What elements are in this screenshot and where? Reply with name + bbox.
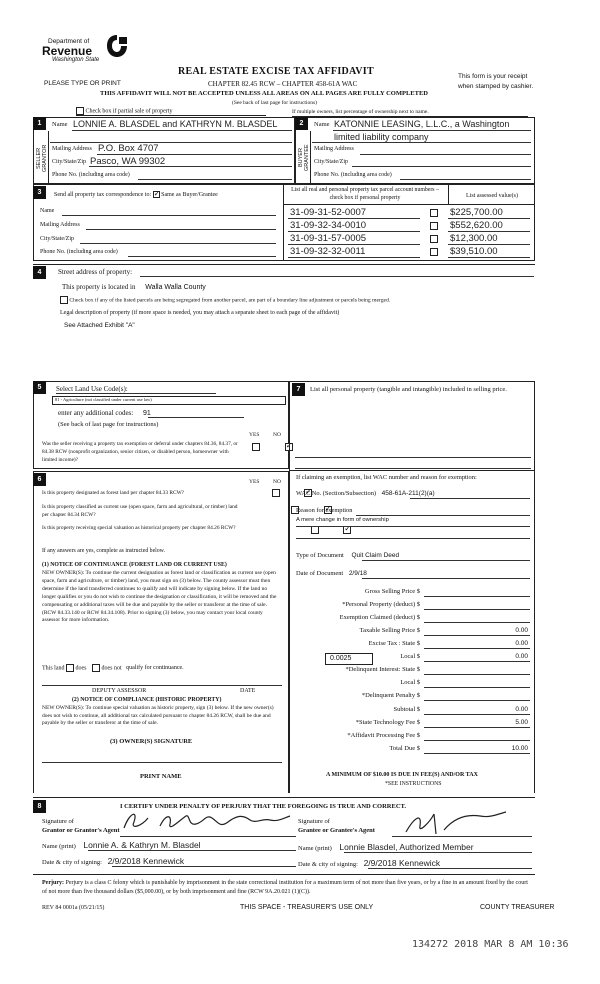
buyer-name-label: Name <box>314 121 330 128</box>
this-land-label: This land <box>42 665 65 672</box>
does-label: does <box>75 665 87 672</box>
owner-signature-label: (3) OWNER(S) SIGNATURE <box>110 738 193 745</box>
logo-line1: Department of <box>48 38 90 45</box>
calc-label: Total Due $ <box>389 745 420 752</box>
grantor-signature[interactable] <box>120 808 300 836</box>
notice-compliance-text: NEW OWNER(S): To continue special valuation as historic property, sign (3) below. If the new owner(s) does not wish to continue, all additional tax calculated pursuant to chapter 84.26 RCW, shall be due and payable by the seller or transferor at the time of sale. <box>42 705 274 726</box>
located-row <box>62 283 206 291</box>
s5-see-back: (See back of last page for instructions) <box>58 421 159 428</box>
grantee-sig-label-2: Grantee or Grantee's Agent <box>298 827 375 834</box>
parcel-header: List all real and personal property tax parcel account numbers – check box if personal property <box>291 187 439 201</box>
seller-grantor-label: SELLER GRANTOR <box>36 144 48 172</box>
s3-mailing-label: Mailing Address <box>40 222 80 228</box>
buyer-grantee-label: BUYER GRANTEE <box>298 144 310 172</box>
parcel-number[interactable]: 31-09-32-32-0011 <box>290 246 366 257</box>
perjury-label: Perjury: <box>42 880 64 886</box>
doc-type-label: Type of Document <box>296 552 344 559</box>
personal-property-checkbox[interactable] <box>430 209 438 217</box>
calc-label: Gross Selling Price $ <box>364 588 420 595</box>
see-back: (See back of last page for instructions) <box>232 100 317 106</box>
does-checkbox[interactable] <box>66 664 74 672</box>
exemption-claim-label: If claiming an exemption, list WAC number and reason for exemption: <box>296 474 477 481</box>
calc-label: *Affidavit Processing Fee $ <box>347 732 420 739</box>
doc-date-row <box>296 570 367 577</box>
segregated-label: Check box if any of the listed parcels are being segregated from another parcel, are part of a boundary line adjustment or parcels being merged. <box>69 297 391 304</box>
current-use-question: Is this property classified as current use (open space, farm and agricultural, or timber) land per chapter 84.34 RCW? <box>42 504 238 518</box>
local-rate-value[interactable]: 0.0025 <box>330 655 352 662</box>
seller-name-value[interactable]: LONNIE A. BLASDEL and KATHRYN M. BLASDEL <box>73 119 278 129</box>
assessed-value[interactable]: $12,300.00 <box>450 233 498 244</box>
exhibit-reference[interactable]: See Attached Exhibit "A" <box>64 322 135 329</box>
land-use-label: Select Land Use Code(s): <box>56 385 128 393</box>
multiple-owners-note: If multiple owners, list percentage of ownership next to name. <box>292 109 429 115</box>
calc-value[interactable]: 5.00 <box>515 719 528 726</box>
buyer-city-label: City/State/Zip <box>314 159 348 165</box>
s6-yes-header: YES <box>249 479 260 485</box>
calc-value[interactable]: 0.00 <box>515 706 528 713</box>
section-6-badge: 6 <box>33 473 46 486</box>
buyer-mailing-label: Mailing Address <box>314 146 354 152</box>
s5-yes-header: YES <box>249 432 260 438</box>
assessed-value[interactable]: $552,620.00 <box>450 220 503 231</box>
section-7-badge: 7 <box>292 383 305 396</box>
county-treasurer-label: COUNTY TREASURER <box>480 904 555 911</box>
section-1-badge: 1 <box>33 117 46 130</box>
calc-label: *Delinquent Interest: State $ <box>345 666 420 673</box>
grantor-sig-label-1: Signature of <box>42 818 74 825</box>
calc-value[interactable]: 0.00 <box>515 653 528 660</box>
grantor-name-row <box>42 840 201 850</box>
personal-property-label: List all personal property (tangible and intangible) included in selling price. <box>310 386 507 393</box>
grantor-name-value[interactable]: Lonnie A. & Kathryn M. Blasdel <box>83 840 201 850</box>
same-as-buyer-checkbox[interactable] <box>153 191 160 198</box>
s5-yes-checkbox[interactable] <box>252 443 260 451</box>
does-not-checkbox[interactable] <box>92 664 100 672</box>
recording-stamp: 134272 2018 MAR 8 AM 10:36 <box>412 939 569 950</box>
dor-logo-icon <box>106 34 128 58</box>
personal-property-checkbox[interactable] <box>430 235 438 243</box>
section-3-badge: 3 <box>33 186 46 199</box>
grantor-date-value[interactable]: 2/9/2018 Kennewick <box>107 856 185 866</box>
calc-value[interactable]: 10.00 <box>511 745 528 752</box>
located-value[interactable]: Walla Walla County <box>145 284 206 291</box>
grantee-name-row <box>298 842 474 852</box>
see-instructions-note: *SEE INSTRUCTIONS <box>385 781 442 787</box>
section-4-badge: 4 <box>33 266 46 279</box>
legal-description-label: Legal description of property (if more space is needed, you may attach a separate sheet to each page of the affidavit) <box>60 310 340 316</box>
doc-type-value[interactable]: Quit Claim Deed <box>351 552 400 559</box>
s5-no-header: NO <box>273 432 281 438</box>
calc-label: Taxable Selling Price $ <box>359 627 420 634</box>
wac-row <box>296 490 435 497</box>
grantee-name-label: Name (print) <box>298 845 332 852</box>
historical-question: Is this property receiving special valuation as historical property per chapter 84.26 RCW? <box>42 525 236 531</box>
grantor-name-label: Name (print) <box>42 843 76 850</box>
form-revision: REV 84 0001a (05/21/15) <box>42 905 105 911</box>
perjury-note <box>42 879 532 896</box>
notice-continuance-title: (1) NOTICE OF CONTINUANCE (FOREST LAND OR CURRENT USE) <box>42 562 227 568</box>
reason-label: Reason for exemption <box>296 507 353 514</box>
certify-statement: I CERTIFY UNDER PENALTY OF PERJURY THAT THE FOREGOING IS TRUE AND CORRECT. <box>120 803 407 810</box>
grantee-name-value[interactable]: Lonnie Blasdel, Authorized Member <box>339 842 474 852</box>
seller-city-label: City/State/Zip <box>52 159 86 165</box>
wac-value[interactable]: 458-61A-211(2)(a) <box>381 490 435 497</box>
calc-label: *Delinquent Penalty $ <box>361 692 420 699</box>
s3-city-label: City/State/Zip <box>40 236 74 242</box>
grantee-signature[interactable] <box>400 808 510 838</box>
grantee-date-label: Date & city of signing: <box>298 861 358 868</box>
receipt-note-2: when stamped by cashier. <box>458 83 534 90</box>
please-type: PLEASE TYPE OR PRINT <box>44 80 121 87</box>
forest-land-question: Is this property designated as forest land per chapter 84.33 RCW? <box>42 490 185 496</box>
calc-value[interactable]: 0.00 <box>515 627 528 634</box>
qualify-label: qualify for continuance. <box>126 665 184 672</box>
receipt-note-1: This form is your receipt <box>458 73 528 80</box>
form-warning: THIS AFFIDAVIT WILL NOT BE ACCEPTED UNLESS ALL AREAS ON ALL PAGES ARE FULLY COMPLETED <box>100 90 428 97</box>
calc-value[interactable]: 0.00 <box>515 640 528 647</box>
parcel-number[interactable]: 31-09-32-34-0010 <box>290 220 367 231</box>
calc-label: *State Technology Fee $ <box>355 719 420 726</box>
assessed-value[interactable]: $39,510.00 <box>450 246 498 257</box>
grantor-sig-label <box>42 817 120 835</box>
partial-sale-row <box>76 107 172 115</box>
does-not-label: does not <box>101 665 122 672</box>
partial-sale-checkbox[interactable] <box>76 107 84 115</box>
same-as-buyer-label: Same as Buyer/Grantee <box>161 191 218 198</box>
grantee-date-value[interactable]: 2/9/2018 Kennewick <box>363 858 441 868</box>
calc-label: Exemption Claimed (deduct) $ <box>339 614 420 621</box>
calc-label: Subtotal $ <box>393 706 420 713</box>
grantor-date-row <box>42 856 184 866</box>
notice-continuance-text: NEW OWNER(S): To continue the current designation as forest land or classification as current use (open space, farm and agriculture, or timber) land, you must sign on (3) below. The county assessor must then determine if the land transferred continues to qualify and will indicate by signing below. If the land no longer qualifies or you do not wish to continue the designation or classification, it will be removed and the compensating or additional taxes will be due and payable by the seller or transferor at the time of sale. (RCW 84.33.140 or RCW 84.34.108). Prior to signing (3) below, you may contact your local county assessor for more information. <box>42 570 277 624</box>
deputy-assessor-label: DEPUTY ASSESSOR <box>92 688 147 694</box>
notice-compliance-title: (2) NOTICE OF COMPLIANCE (HISTORIC PROPERTY) <box>72 697 222 703</box>
logo-line2: Revenue <box>42 44 93 58</box>
located-label: This property is located in <box>62 283 136 291</box>
seller-city-value[interactable]: Pasco, WA 99302 <box>90 156 166 167</box>
grantor-sig-label-2: Grantor or Grantor's Agent <box>42 827 120 834</box>
segregated-checkbox[interactable] <box>60 296 68 304</box>
seller-phone-label: Phone No. (including area code) <box>52 172 130 178</box>
doc-type-row <box>296 552 399 559</box>
calc-label: *Personal Property (deduct) $ <box>342 601 420 608</box>
personal-property-checkbox[interactable] <box>430 222 438 230</box>
parcel-number[interactable]: 31-09-31-57-0005 <box>290 233 367 244</box>
street-address-label: Street address of property: <box>58 268 133 276</box>
if-yes-note: If any answers are yes, complete as instructed below. <box>42 548 165 554</box>
segregated-row <box>60 296 390 304</box>
assessor-date-label: DATE <box>240 688 256 694</box>
s6-no-header: NO <box>273 479 281 485</box>
buyer-phone-label: Phone No. (including area code) <box>314 172 392 178</box>
partial-sale-label: Check box if partial sale of property <box>85 108 173 115</box>
parcel-number[interactable]: 31-09-31-52-0007 <box>290 207 367 218</box>
calc-label: Local $ <box>400 653 420 660</box>
send-correspondence-label: Send all property tax correspondence to: <box>54 191 152 198</box>
send-correspondence-row <box>54 191 218 198</box>
grantee-sig-label <box>298 817 375 835</box>
assessed-value-header: List assessed value(s) <box>466 193 518 199</box>
section-5-badge: 5 <box>33 381 46 394</box>
grantee-sig-label-1: Signature of <box>298 818 330 825</box>
s3-phone-label: Phone No. (including area code) <box>40 249 118 255</box>
treasurer-space-label: THIS SPACE - TREASURER'S USE ONLY <box>240 904 374 911</box>
additional-codes-label: enter any additional codes: <box>58 409 134 417</box>
grantor-date-label: Date & city of signing: <box>42 859 102 866</box>
personal-property-checkbox[interactable] <box>430 248 438 256</box>
dor-logo <box>42 32 132 72</box>
land-qualify-row <box>42 664 184 672</box>
logo-line3: Washington State <box>52 57 100 63</box>
exemption-question: Was the seller receiving a property tax exemption or deferral under chapters 84.36, 84.37, or 84.38 RCW (nonprofit organization, senior citizen, or disabled person, homeowner with limited income)? <box>42 441 238 463</box>
additional-codes-row <box>58 409 151 417</box>
doc-date-value[interactable]: 2/9/18 <box>348 570 367 577</box>
doc-date-label: Date of Document <box>296 570 344 577</box>
s3-name-label: Name <box>40 208 55 214</box>
tax-calc-table <box>296 586 532 758</box>
perjury-text: Perjury is a class C felony which is punishable by imprisonment in the state correctional institution for a maximum term of not more than five years, or by a fine in an amount fixed by the court of not more than five thousand dollars ($5,000.00), or by both imprisonment and fine (RCW 9A.20.021 (1)(C)). <box>42 880 528 895</box>
reason-value[interactable]: A mere change in form of ownership <box>296 517 389 523</box>
additional-codes-value[interactable]: 91 <box>142 410 151 417</box>
form-subtitle: CHAPTER 82.45 RCW – CHAPTER 458-61A WAC <box>208 80 358 88</box>
section-8-badge: 8 <box>33 800 46 813</box>
wac-label: WAC No. (Section/Subsection) <box>296 490 377 497</box>
buyer-name-value[interactable]: KATONNIE LEASING, L.L.C., a Washington <box>334 119 510 129</box>
seller-name-label: Name <box>52 121 68 128</box>
assessed-value[interactable]: $225,700.00 <box>450 207 503 218</box>
print-name-label: PRINT NAME <box>140 773 182 780</box>
minimum-due-note: A MINIMUM OF $10.00 IS DUE IN FEE(S) AND/OR TAX <box>326 772 478 778</box>
section-2-badge: 2 <box>295 117 308 130</box>
calc-label: Excise Tax : State $ <box>368 640 420 647</box>
seller-mailing-value[interactable]: P.O. Box 4707 <box>98 143 159 154</box>
form-title: REAL ESTATE EXCISE TAX AFFIDAVIT <box>178 66 374 77</box>
grantee-date-row <box>298 858 440 868</box>
land-use-value[interactable]: 81 - Agriculture (not classified under current use law) <box>55 397 152 402</box>
buyer-name-value-2[interactable]: limited liability company <box>334 132 429 142</box>
seller-mailing-label: Mailing Address <box>52 146 92 152</box>
forest-yes-checkbox[interactable] <box>272 489 280 497</box>
calc-label: Local $ <box>400 679 420 686</box>
